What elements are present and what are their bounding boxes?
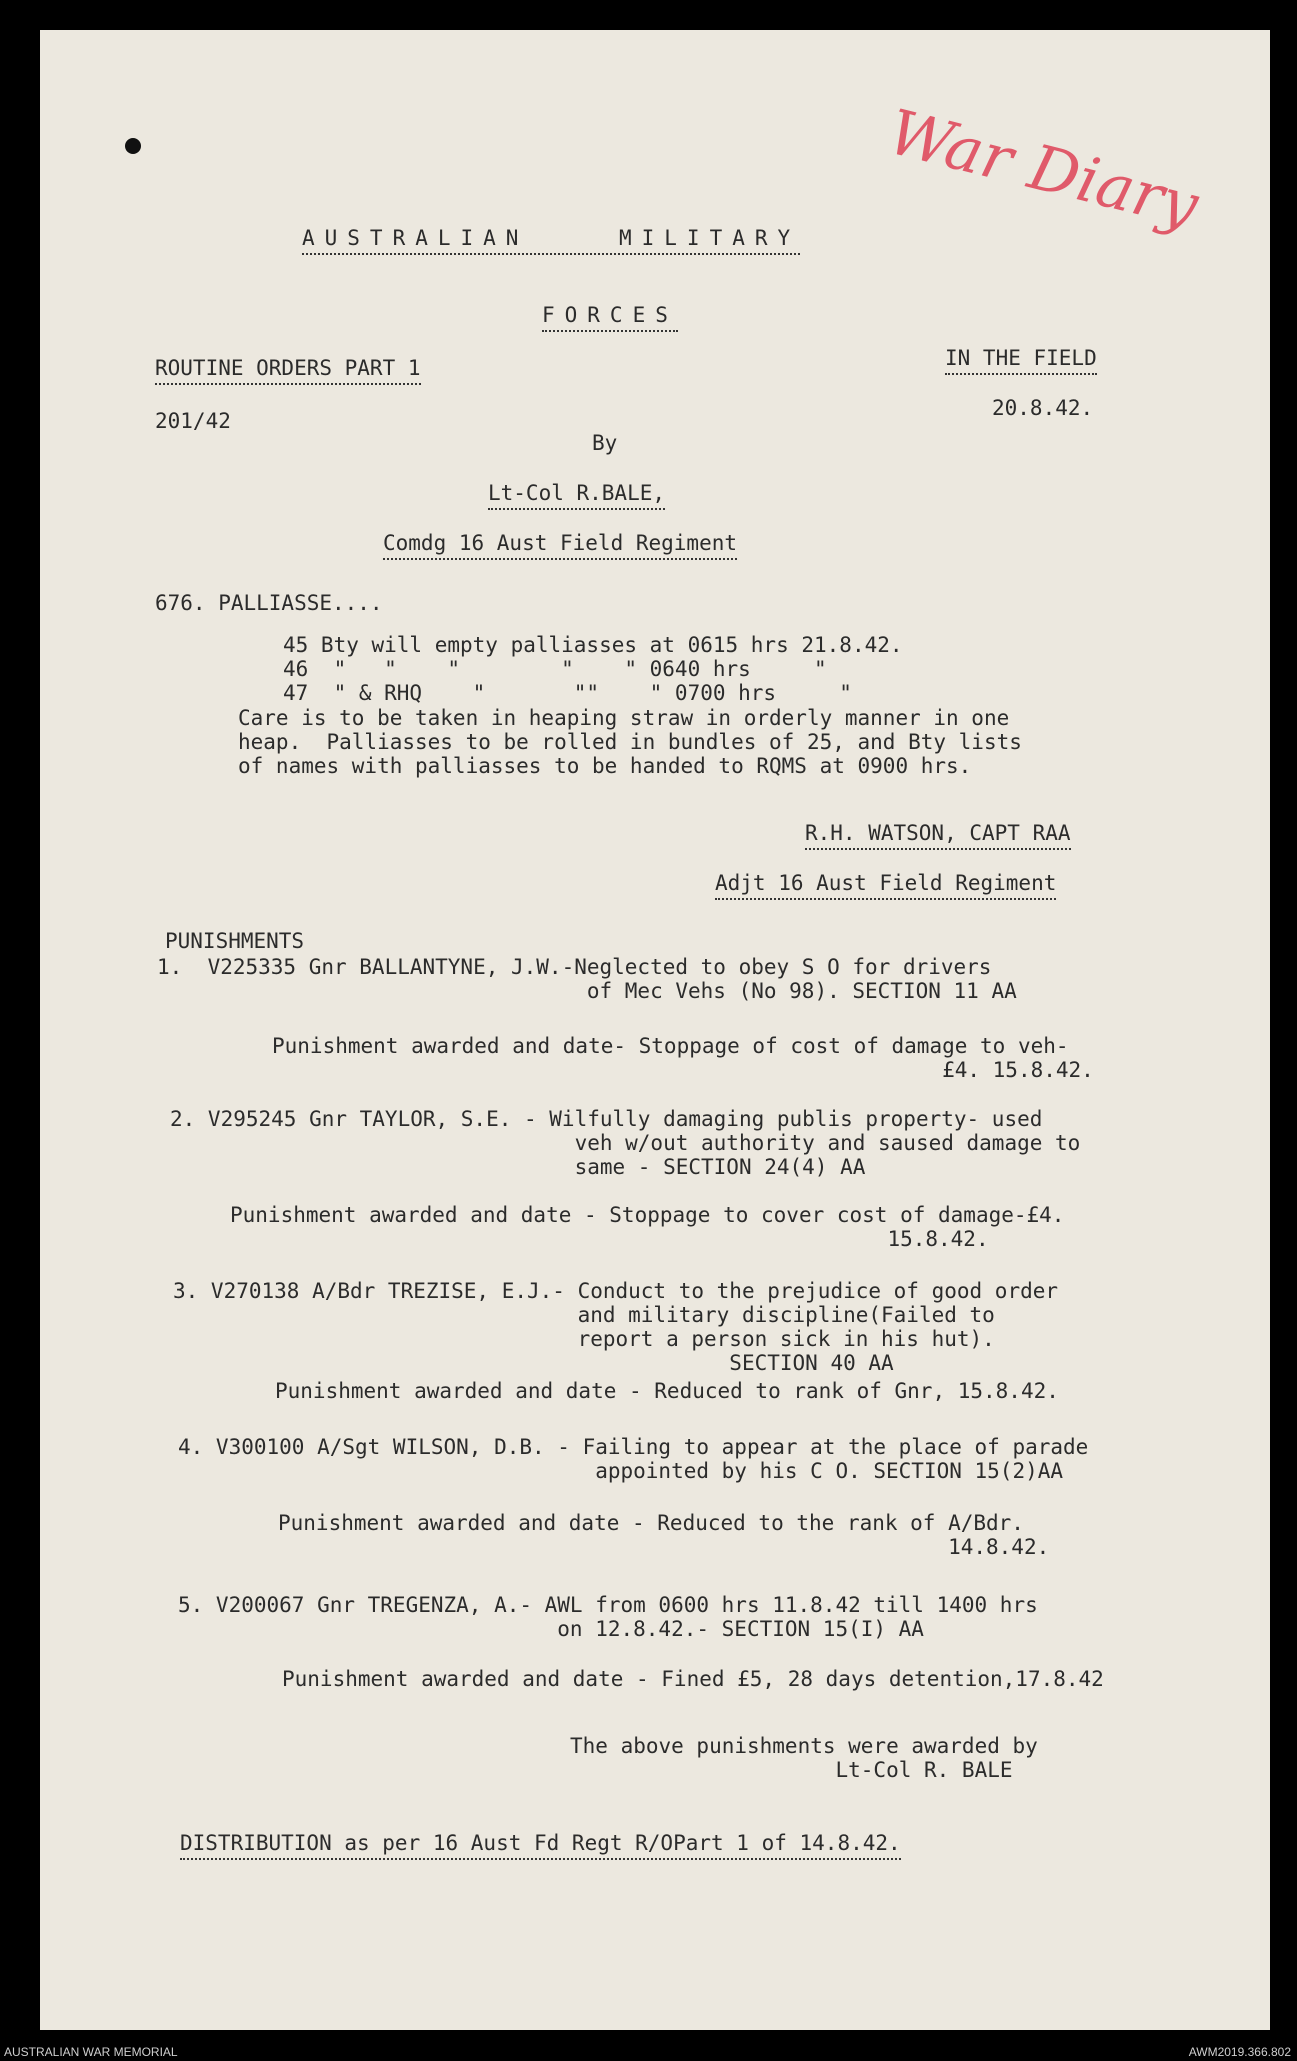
punishment-line: and military discipline(Failed to [173, 1303, 995, 1327]
punishment-award: Punishment awarded and date - Reduced to the rank of A/Bdr. [278, 1511, 1024, 1535]
punishment-line: appointed by his C O. SECTION 15(2)AA [178, 1459, 1064, 1483]
officer-name: Lt-Col R.BALE, [488, 480, 665, 510]
punishment-award: Punishment awarded and date - Stoppage to cover cost of damage-£4. [230, 1203, 1065, 1227]
punishment-line: same - SECTION 24(4) AA [170, 1155, 866, 1179]
distribution-line: DISTRIBUTION as per 16 Aust Fd Regt R/OPart 1 of 14.8.42. [180, 1830, 901, 1860]
item-676-note: of names with palliasses to be handed to RQMS at 0900 hrs. [238, 754, 972, 778]
punishment-line: 1. V225335 Gnr BALLANTYNE, J.W.-Neglected to obey S O for drivers [157, 955, 992, 979]
location: IN THE FIELD [945, 345, 1097, 375]
punishments-heading: PUNISHMENTS [165, 929, 305, 953]
punishment-line: veh w/out authority and saused damage to [170, 1131, 1081, 1155]
punishment-line: on 12.8.42.- SECTION 15(I) AA [178, 1617, 924, 1641]
punch-hole [125, 138, 141, 154]
signature-role: Adjt 16 Aust Field Regiment [715, 870, 1056, 900]
punishment-award: 15.8.42. [230, 1227, 989, 1251]
footer-left: AUSTRALIAN WAR MEMORIAL [4, 2045, 178, 2059]
punishment-line: 3. V270138 A/Bdr TREZISE, E.J.- Conduct to the prejudice of good order [173, 1279, 1059, 1303]
punishment-line: 4. V300100 A/Sgt WILSON, D.B. - Failing to appear at the place of parade [178, 1435, 1089, 1459]
title-line-1: AUSTRALIAN MILITARY [302, 225, 800, 255]
title-line-2: FORCES [542, 302, 678, 332]
item-676-note: Care is to be taken in heaping straw in orderly manner in one [238, 706, 1010, 730]
order-number: 201/42 [155, 409, 231, 433]
document-page [40, 30, 1270, 2030]
footer-right: AWM2019.366.802 [1188, 2045, 1291, 2059]
punishment-award: £4. 15.8.42. [272, 1058, 1094, 1082]
punishment-line: SECTION 40 AA [173, 1351, 894, 1375]
punishment-line: 5. V200067 Gnr TREGENZA, A.- AWL from 0600 hrs 11.8.42 till 1400 hrs [178, 1593, 1038, 1617]
signature-name: R.H. WATSON, CAPT RAA [805, 820, 1071, 850]
item-676-line: 46 " " " " " 0640 hrs " [283, 657, 827, 681]
order-date: 20.8.42. [992, 396, 1094, 420]
item-676-line: 45 Bty will empty palliasses at 0615 hrs 21.8.42. [283, 633, 903, 657]
by-label: By [592, 431, 618, 455]
punishment-line: report a person sick in his hut). [173, 1327, 995, 1351]
closing-line: Lt-Col R. BALE [570, 1758, 1013, 1782]
punishment-line: 2. V295245 Gnr TAYLOR, S.E. - Wilfully damaging publis property- used [170, 1107, 1043, 1131]
punishment-line: of Mec Vehs (No 98). SECTION 11 AA [157, 979, 1017, 1003]
orders-title: ROUTINE ORDERS PART 1 [155, 355, 421, 385]
handwritten-annotation: War Diary [881, 95, 1206, 243]
punishment-award: Punishment awarded and date - Fined £5, 28 days detention,17.8.42 [282, 1667, 1104, 1691]
item-676-note: heap. Palliasses to be rolled in bundles of 25, and Bty lists [238, 730, 1022, 754]
punishment-award: Punishment awarded and date - Reduced to rank of Gnr, 15.8.42. [275, 1379, 1059, 1403]
punishment-award: 14.8.42. [278, 1535, 1050, 1559]
command-title: Comdg 16 Aust Field Regiment [383, 530, 737, 560]
punishment-award: Punishment awarded and date- Stoppage of cost of damage to veh- [272, 1034, 1069, 1058]
closing-line: The above punishments were awarded by [570, 1734, 1038, 1758]
item-676-heading: 676. PALLIASSE.... [155, 591, 383, 615]
item-676-line: 47 " & RHQ " "" " 0700 hrs " [283, 681, 852, 705]
